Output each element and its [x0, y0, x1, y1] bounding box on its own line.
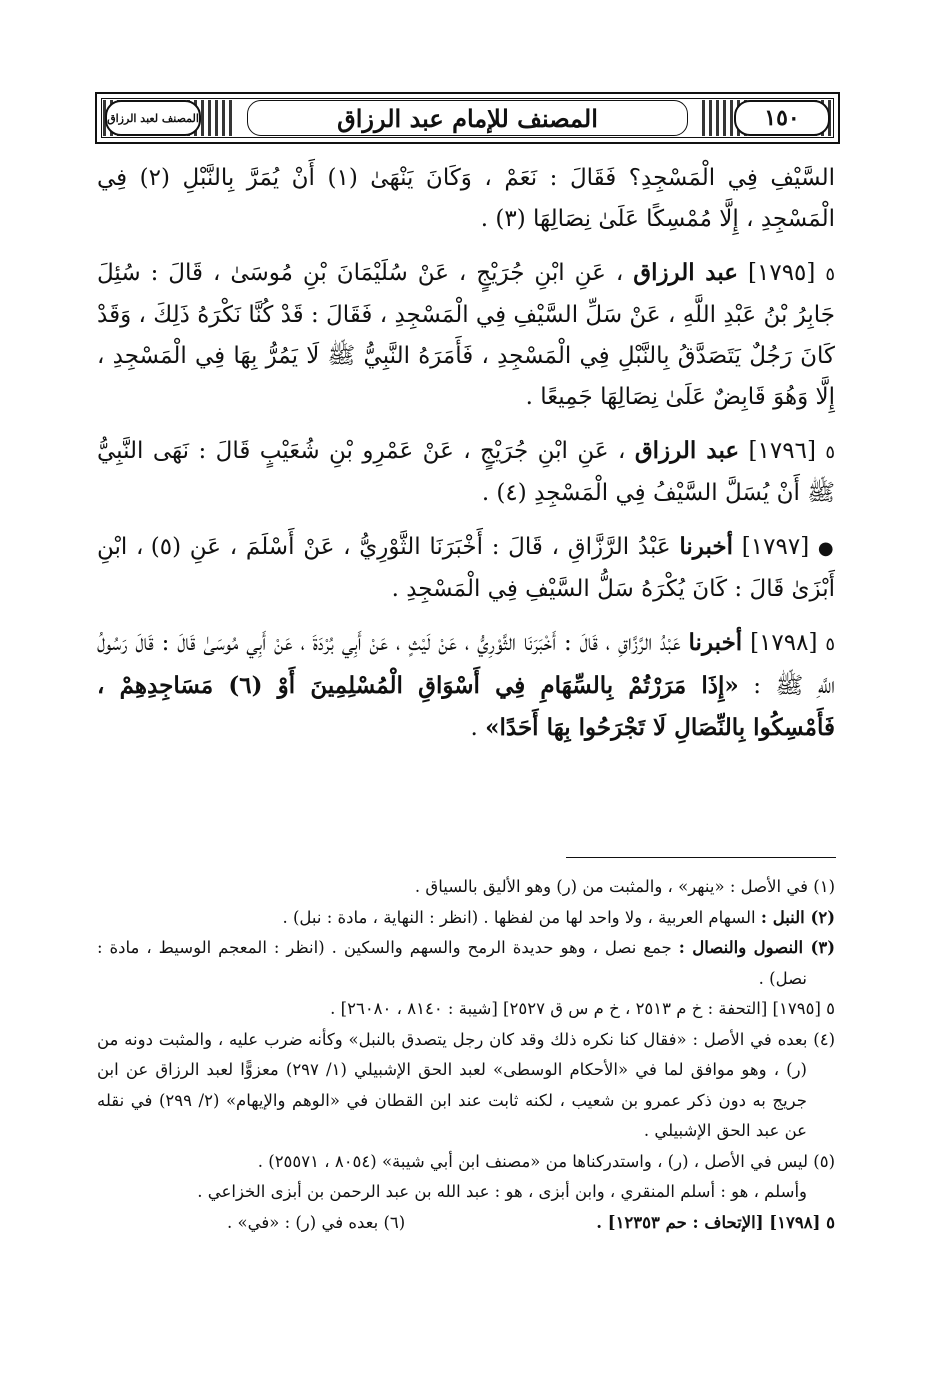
- footnote-5-continued: وأسلم ، هو : أسلم المنقري ، وابن أبزى ، هو : عبد الله بن عبد الرحمن بن أبزى الخزاعي .: [197, 1182, 807, 1201]
- running-title: المصنف للإمام عبد الرزاق: [247, 100, 688, 136]
- hadith-quote: «إِذَا مَرَرْتُمْ بِالسِّهَامِ فِي أَسْوَاقِ الْمُسْلِمِينَ أَوْ (٦) مَسَاجِدِهِمْ ، فَأَمْسِكُوا بِالنِّصَالِ لَا تَجْرَحُوا بِهَا أَحَدًا»: [97, 672, 835, 741]
- hadith-number: [١٧٩٦]: [748, 438, 816, 464]
- hadith-text: عَبْدُ الرَّزَّاقِ ، قَالَ : أَخْبَرَنَا الثَّوْرِيُّ ، عَنْ أَسْلَمَ ، عَنِ (٥) ، ابْنِ أَبْزَىٰ قَالَ : كَانَ يُكْرَهُ سَلُّ السَّيْفِ فِي الْمَسْجِدِ .: [97, 534, 835, 602]
- footnote-1: (١) في الأصل : «ينهر» ، والمثبت من (ر) وهو الأليق بالسياق .: [414, 877, 835, 896]
- hadith-1797: [97, 526, 835, 610]
- hadith-1795: [97, 252, 835, 418]
- footnote-term: (٢) النبل :: [760, 907, 835, 927]
- main-text: [97, 158, 835, 761]
- footnote-term: (٣) النصول والنصال :: [678, 938, 835, 957]
- hadith-text: ، عَنِ ابْنِ جُرَيْجٍ ، عَنْ سُلَيْمَانَ بْنِ مُوسَىٰ ، قَالَ : سُئِلَ جَابِرُ بْنُ عَبْدِ اللَّهِ ، عَنْ سَلِّ السَّيْفِ فِي الْمَسْجِدِ ، فَقَالَ : قَدْ كُنَّا نَكْرَهُ ذَلِكَ ، وَقَدْ كَانَ رَجُلٌ يَتَصَدَّقُ بِالنَّبْلِ فِي الْمَسْجِدِ ، فَأَمَرَهُ النَّبِيُّ ﷺ لَا يَمُرُّ بِهَا فِي الْمَسْجِدِ ، إِلَّا وَهُوَ قَابِضٌ عَلَىٰ نِصَالِهَا جَمِيعًا .: [97, 260, 835, 410]
- hadith-marker: ●: [817, 538, 836, 559]
- footnote-separator: [566, 857, 836, 858]
- footnote-text: جمع نصل ، وهو حديدة الرمح والسهم والسكين . (انظر : المعجم الوسيط ، مادة : نصل) .: [97, 938, 807, 988]
- hadith-number: [١٧٩٥]: [748, 260, 816, 286]
- reference-1795: ٥ [١٧٩٥] [التحفة : خ م ٢٥١٣ ، خ م س ق ٢٥٢٧] [شيبة : ٨١٤٠ ، ٢٦٠٨٠] .: [330, 999, 835, 1018]
- footnote-text: السهام العربية ، ولا واحد لها من لفظها . (انظر : النهاية ، مادة : نبل) .: [282, 907, 756, 927]
- hadith-source: أخبرنا: [679, 533, 734, 560]
- reference-1798: ٥ [١٧٩٨] [الإتحاف : حم ١٢٣٥٣] .: [596, 1212, 835, 1232]
- footnote-3: [97, 933, 835, 994]
- footnote-6: (٦) بعده في (ر) : «في» .: [227, 1212, 406, 1232]
- hadith-number: [١٧٩٨]: [750, 630, 818, 656]
- paragraph-continuation: السَّيْفِ فِي الْمَسْجِدِ؟ فَقَالَ : نَعَمْ ، وَكَانَ يَنْهَىٰ (١) أَنْ يُمَرَّ بِالنَّبْلِ (٢) فِي الْمَسْجِدِ ، إِلَّا مُمْسِكًا عَلَىٰ نِصَالِهَا (٣) .: [97, 165, 836, 232]
- hadith-number: [١٧٩٧]: [741, 534, 810, 560]
- emblem-text: المصنف لعبد الرزاق: [107, 111, 199, 125]
- hadith-1796: [97, 430, 835, 514]
- hadith-end: .: [470, 715, 486, 741]
- hadith-source: عبد الرزاق: [633, 259, 739, 286]
- header-emblem: [105, 100, 201, 136]
- hadith-marker: ٥: [825, 634, 836, 655]
- page-header: [95, 92, 840, 144]
- hadith-marker: ٥: [825, 264, 836, 285]
- footnote-5: (٥) ليس في الأصل ، (ر) ، واستدركناها من «مصنف ابن أبي شيبة» (٨٠٥٤ ، ٢٥٥٧١) .: [257, 1151, 835, 1171]
- hadith-1798: [97, 622, 835, 749]
- footnote-last-line: [97, 1208, 835, 1239]
- hadith-source: عبد الرزاق: [634, 437, 740, 464]
- hadith-source: أخبرنا: [688, 629, 743, 656]
- hadith-marker: ٥: [825, 442, 836, 463]
- footnotes: [97, 872, 835, 1238]
- hadith-text: عَبْدُ الرَّزَّاقِ ، قَالَ : أَخْبَرَنَا الثَّوْرِيُّ ، عَنْ لَيْثٍ ، عَنْ أَبِي بُرْدَةَ ، عَنْ أَبِي مُوسَىٰ قَالَ : قَالَ رَسُولُ اللَّهِ ﷺ :: [97, 630, 835, 699]
- page-number: ١٥٠: [734, 100, 830, 136]
- footnote-4: (٤) بعده في الأصل : «فقال كنا نكره ذلك وقد كان رجل يتصدق بالنبل» وكأنه ضرب عليه ، والمثبت دونه من (ر) ، وهو موافق لما في «الأحكام الوسطى» لعبد الحق الإشبيلي (١/ ٢٩٧) معزوًّا لعبد الرزاق عن ابن جريج به دون ذكر عمرو بن شعيب ، لكنه ثابت عند ابن القطان في «الوهم والإيهام» (٢/ ٢٩٩) في نقله عن عبد الحق الإشبيلي .: [97, 1029, 835, 1140]
- footnote-2: [97, 903, 835, 934]
- hadith-text: ، عَنِ ابْنِ جُرَيْجٍ ، عَنْ عَمْرِو بْنِ شُعَيْبٍ قَالَ : نَهَى النَّبِيُّ ﷺ أَنْ يُسَلَّ السَّيْفُ فِي الْمَسْجِدِ (٤) .: [97, 438, 835, 506]
